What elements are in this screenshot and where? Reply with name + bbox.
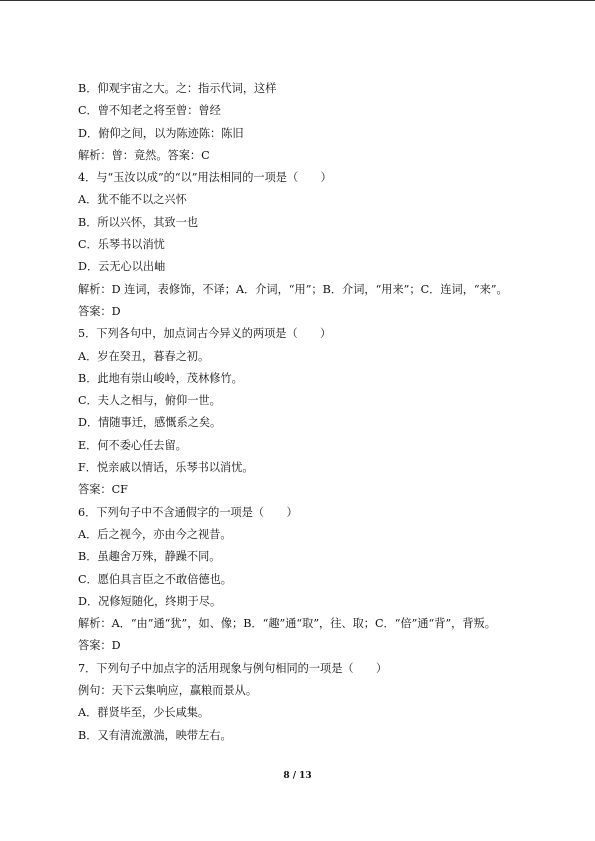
option-line: B．仰观宇宙之大。之：指示代词，这样	[78, 82, 277, 95]
answer-line: 答案：D	[78, 639, 121, 653]
answer-line: 答案：D	[78, 304, 121, 318]
option-line: A．岁在癸丑，暮春之初。	[78, 349, 210, 363]
option-line: C．曾不知老之将至曾：曾经	[78, 104, 221, 118]
question-7: 7．下列句子中加点字的活用现象与例句相同的一项是（ ）	[78, 661, 388, 675]
page-number: 8 / 13	[283, 771, 312, 781]
analysis-line: 解析：曾：竟然。答案：C	[78, 148, 210, 162]
header-rule	[0, 0, 595, 1]
option-line: D．况修短随化，终期于尽。	[78, 594, 222, 608]
option-line: B．虽趣舍万殊，静躁不同。	[78, 550, 221, 564]
question-4: 4．与“玉汝以成”的“以”用法相同的一项是（ ）	[78, 171, 332, 185]
option-line: A．犹不能不以之兴怀	[78, 193, 187, 207]
option-line: C．夫人之相与，俯仰一世。	[78, 394, 221, 408]
question-6: 6．下列句子中不含通假字的一项是（ ）	[78, 505, 298, 519]
option-line: E．何不委心任去留。	[78, 438, 187, 452]
analysis-line: 解析：D 连词，表修饰，不译；A．介词，“用”；B．介词，“用来”；C．连词，“来”。	[78, 282, 508, 296]
page-body	[60, 78, 538, 747]
option-line: A．群贤毕至，少长咸集。	[78, 706, 210, 720]
option-line: B．又有清流激湍，映带左右。	[78, 728, 232, 742]
answer-line: 答案：CF	[78, 483, 128, 497]
option-line: A．后之视今，亦由今之视昔。	[78, 527, 232, 541]
option-line: D．俯仰之间，以为陈迹陈：陈旧	[78, 126, 244, 140]
option-line: B．所以兴怀，其致一也	[78, 215, 199, 229]
option-line: D．情随事迁，感慨系之矣。	[78, 416, 222, 430]
example-sentence: 例句：天下云集响应，赢粮而景从。	[78, 684, 258, 698]
option-line: D．云无心以出岫	[78, 260, 166, 274]
analysis-paragraph: 解析：A．“由”通“犹”，如、像；B．“趣”通“取”，往、取；C．“倍”通“背”，背叛。	[78, 617, 496, 631]
option-line: F．悦亲戚以情话，乐琴书以消忧。	[78, 461, 254, 475]
option-line: C．乐琴书以消忧	[78, 238, 165, 252]
option-line: B．此地有崇山峻岭，茂林修竹。	[78, 371, 243, 385]
question-5: 5．下列各句中，加点词古今异义的两项是（ ）	[78, 327, 332, 341]
option-line: C．愿伯具言臣之不敢倍德也。	[78, 572, 232, 586]
